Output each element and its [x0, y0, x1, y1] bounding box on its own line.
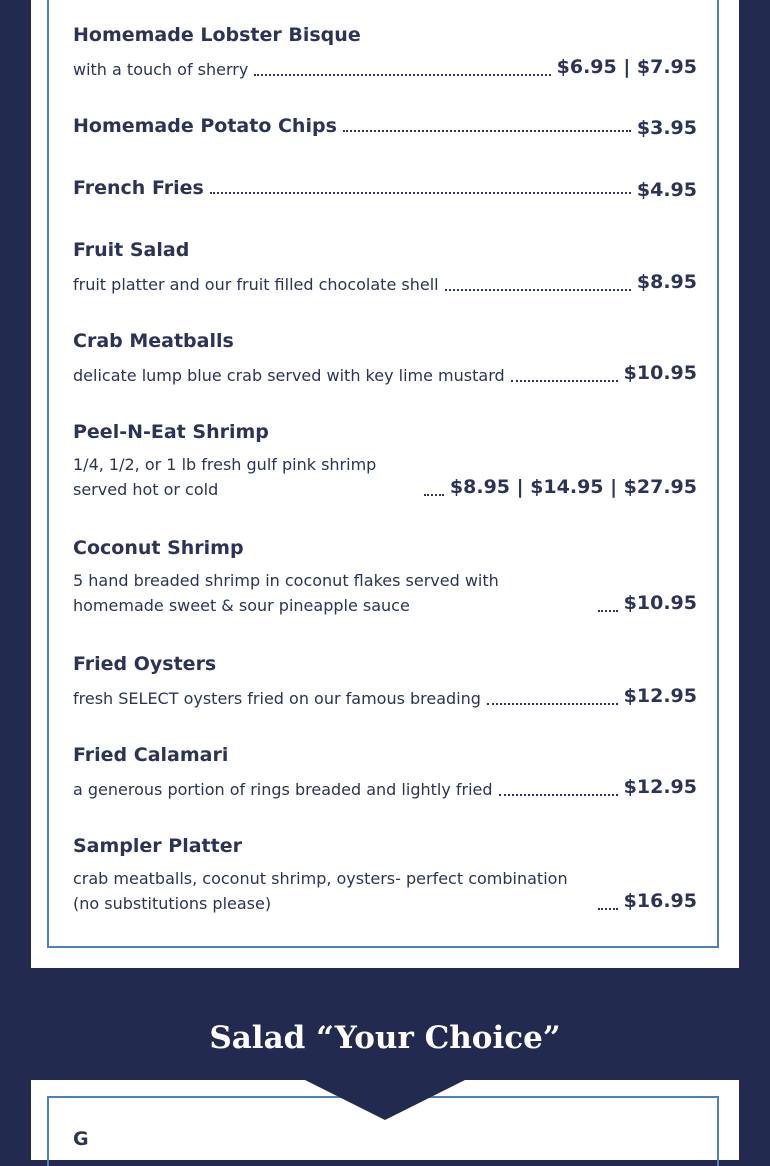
item-price: $12.95	[623, 776, 697, 798]
item-name: Fried Oysters	[73, 653, 217, 675]
menu-card	[31, 0, 739, 968]
chevron-notch-icon	[305, 1080, 465, 1120]
dot-leader	[598, 908, 618, 910]
menu-item	[73, 652, 697, 711]
item-description: delicate lump blue crab served with key lime mustard	[73, 366, 505, 385]
item-name: Peel-N-Eat Shrimp	[73, 421, 269, 443]
menu-item	[73, 23, 697, 82]
item-price: $10.95	[623, 362, 697, 384]
item-description: fresh SELECT oysters fried on our famous breading	[73, 689, 481, 708]
item-description: fruit platter and our fruit filled chocolate shell	[73, 275, 439, 294]
item-price: $6.95 | $7.95	[556, 56, 697, 78]
item-name: Homemade Lobster Bisque	[73, 24, 361, 46]
item-price: $10.95	[623, 592, 697, 614]
item-name: Fruit Salad	[73, 239, 190, 261]
menu-item	[73, 743, 697, 802]
salad-item-name-partial: G	[73, 1128, 89, 1150]
item-price: $16.95	[623, 890, 697, 912]
dot-leader	[499, 794, 618, 796]
dot-leader	[424, 494, 444, 496]
dot-leader	[487, 703, 618, 705]
dot-leader	[210, 192, 631, 194]
item-name: French Fries	[73, 177, 204, 199]
menu-item	[73, 536, 697, 618]
item-name: Coconut Shrimp	[73, 537, 244, 559]
item-name: Crab Meatballs	[73, 330, 234, 352]
item-name: Homemade Potato Chips	[73, 115, 337, 137]
dot-leader	[598, 610, 618, 612]
item-price: $4.95	[636, 179, 697, 201]
item-price: $8.95	[636, 271, 697, 293]
item-name: Sampler Platter	[73, 835, 242, 857]
menu-item	[73, 420, 697, 502]
item-description: a generous portion of rings breaded and lightly fried	[73, 780, 493, 799]
dot-leader	[254, 74, 550, 76]
dot-leader	[511, 380, 618, 382]
item-description: 5 hand breaded shrimp in coconut flakes served with homemade sweet & sour pineapple sauce	[73, 571, 499, 615]
salad-card	[31, 1080, 739, 1160]
item-description: 1/4, 1/2, or 1 lb fresh gulf pink shrimp served hot or cold	[73, 455, 377, 499]
dot-leader	[445, 289, 631, 291]
item-name: Fried Calamari	[73, 744, 229, 766]
item-description: with a touch of sherry	[73, 60, 249, 79]
section-title-salad: Salad “Your Choice”	[209, 1020, 561, 1056]
menu-item	[73, 114, 697, 138]
item-price: $12.95	[623, 685, 697, 707]
item-price: $3.95	[636, 117, 697, 139]
item-description: crab meatballs, coconut shrimp, oysters- perfect combination (no substitutions please)	[73, 869, 568, 913]
menu-item	[73, 329, 697, 388]
menu-item	[73, 834, 697, 916]
dot-leader	[343, 130, 631, 132]
item-price: $8.95 | $14.95 | $27.95	[449, 476, 697, 498]
menu-item	[73, 238, 697, 297]
menu-item	[73, 176, 697, 200]
